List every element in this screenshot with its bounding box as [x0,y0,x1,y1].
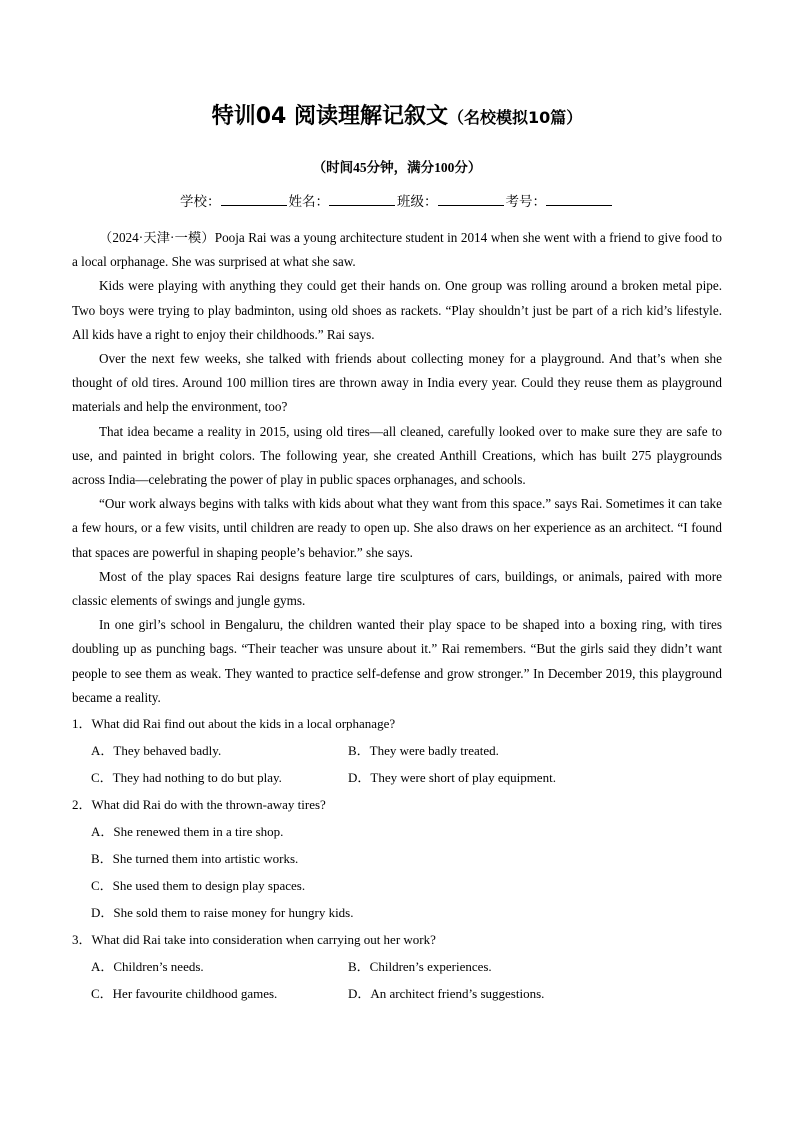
passage-paragraph: Kids were playing with anything they could get their hands on. One group was rolling around a broken metal pipe. Two boys were trying to play badminton, using old shoes as rackets. “Play shouldn’t just be part of a rich kid’s lifestyle. All kids have a right to enjoy their childhoods.” Rai says. [72,278,722,342]
name-label: 姓名： [288,194,329,209]
option-a[interactable]: A．They behaved badly. [91,743,222,758]
option-row [72,845,722,872]
question-stem: 2．What did Rai do with the thrown-away tires? [72,797,326,812]
option-b[interactable]: B．They were badly treated. [348,743,499,758]
option-a[interactable]: A．Children’s needs. [91,959,204,974]
class-blank[interactable] [438,191,504,206]
exam-no-blank[interactable] [546,191,612,206]
passage-paragraph: That idea became a reality in 2015, using old tires—all cleaned, carefully looked over to make sure they are safe to use, and painted in bright colors. The following year, she created Anthill Creations, which has built 275 playgrounds across India—celebrating the power of play in public spaces orphanages, and schools. [72,423,722,488]
title-main: 特训04 阅读理解记叙文 [211,104,448,129]
passage-paragraph: （2024·天津·一模）Pooja Rai was a young architecture student in 2014 when she went with a friend to give food to a local orphanage. She was surprised at what she saw. [72,230,722,270]
option-row [72,980,722,1007]
question-stem: 1．What did Rai find out about the kids in a local orphanage? [72,716,396,731]
option-b[interactable]: B．Children’s experiences. [348,959,492,974]
student-info-line [72,191,722,213]
option-row [72,737,722,764]
school-blank[interactable] [221,191,287,206]
page-title [72,102,722,133]
passage-paragraph: Most of the play spaces Rai designs feature large tire sculptures of cars, buildings, or animals, paired with more classic elements of swings and jungle gyms. [72,568,722,609]
option-a[interactable]: A．She renewed them in a tire shop. [91,824,284,839]
title-suffix: （名校模拟10篇） [448,108,583,127]
option-c[interactable]: C．She used them to design play spaces. [91,878,306,893]
class-label: 班级： [397,194,438,209]
option-d[interactable]: D．She sold them to raise money for hungry kids. [91,905,354,920]
passage-source: （2024·天津·一模） [99,230,215,245]
option-row [72,899,722,926]
option-c[interactable]: C．They had nothing to do but play. [91,770,282,785]
school-label: 学校： [180,194,221,209]
exam-no-label: 考号： [505,194,546,209]
question-stem: 3．What did Rai take into consideration when carrying out her work? [72,932,436,947]
option-d[interactable]: D．An architect friend’s suggestions. [348,986,545,1001]
option-c[interactable]: C．Her favourite childhood games. [91,986,278,1001]
option-b[interactable]: B．She turned them into artistic works. [91,851,299,866]
name-blank[interactable] [329,191,395,206]
option-d[interactable]: D．They were short of play equipment. [348,770,556,785]
question-list [72,710,722,1007]
passage-paragraph: In one girl’s school in Bengaluru, the children wanted their play space to be shaped into a boxing ring, with tires doubling up as punching bags. “Their teacher was unsure about it.” Rai remembers. “But the girls said they didn’t want people to see them as weak. They wanted to practice self-defense and grow stronger.” In December 2019, this playground became a reality. [72,617,722,705]
passage-paragraph: “Our work always begins with talks with kids about what they want from this space.” says Rai. Sometimes it can take a few hours, or a few visits, until children are ready to open up. She also draws on her experience as an architect. “I found that spaces are powerful in shaping people’s behavior.” she says. [72,496,722,560]
option-row [72,953,722,980]
option-row [72,818,722,845]
option-row [72,764,722,791]
time-note: （时间45分钟，满分100分） [312,160,482,175]
passage-paragraph: Over the next few weeks, she talked with friends about collecting money for a playground. And that’s when she thought of old tires. Around 100 million tires are thrown away in India every year. Could they reuse them as playground materials and help the environment, too? [72,351,722,415]
reading-passage [72,226,722,710]
option-row [72,872,722,899]
